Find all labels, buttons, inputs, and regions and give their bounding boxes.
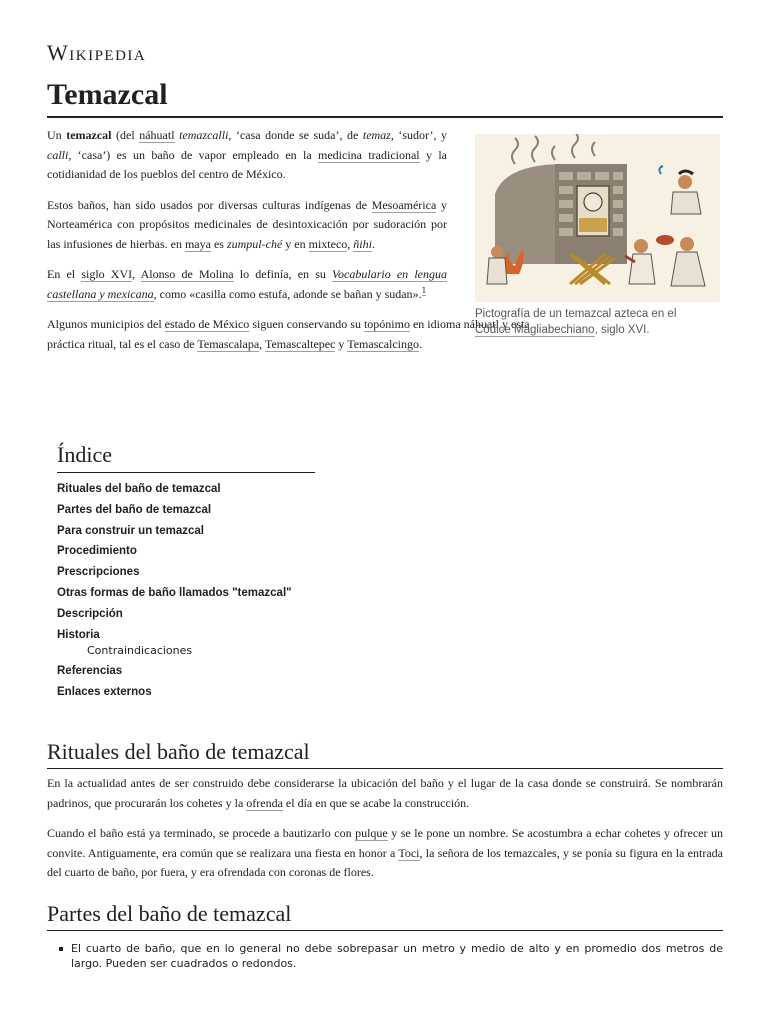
toc-item[interactable]: Rituales del baño de temazcal <box>57 483 221 495</box>
text: Un <box>47 128 67 142</box>
intro-section <box>47 126 530 365</box>
section-heading-rituales: Rituales del baño de temazcal <box>47 738 723 769</box>
wikipedia-wordmark[interactable]: Wikipedia <box>47 40 147 65</box>
toc-item[interactable]: Prescripciones <box>57 566 140 579</box>
italic-term: calli <box>47 147 69 162</box>
text: En el <box>47 267 82 281</box>
link-alonso-de-molina[interactable]: Alonso de Molina <box>140 267 234 281</box>
toc-item[interactable]: Procedimiento <box>57 545 137 558</box>
link-vocabulario[interactable]: Vocabulario en lengua castellana y mexicana <box>47 267 447 301</box>
caption-text: Pictografía de un temazcal azteca en el <box>475 308 677 320</box>
list-item: El cuarto de baño, que en lo general no debe sobrepasar un metro y medio de alto y en promedio dos metros de largo. Pueden ser cuadrados o redondos. <box>47 941 723 971</box>
link-ofrenda[interactable]: ofrenda <box>246 795 283 810</box>
section-rituales-body <box>47 774 723 894</box>
link-estado-de-mexico[interactable]: estado de México <box>164 317 250 331</box>
text: siguen conservando su <box>249 317 364 331</box>
temazcal-pictograph-image[interactable] <box>475 134 720 302</box>
paragraph <box>47 824 723 883</box>
table-of-contents <box>57 440 315 703</box>
text: , ‘casa’) es un baño de vapor empleado en la <box>68 147 318 162</box>
italic-term: temazcalli <box>179 128 229 142</box>
text: Estos baños, han sido usados por diversas culturas indígenas de <box>47 197 372 212</box>
link-temascalapa[interactable]: Temascalapa <box>197 336 260 351</box>
toc-item[interactable]: Descripción <box>57 607 123 620</box>
text: en idioma náhuatl y esta práctica ritual, tal es el caso de <box>47 317 530 351</box>
text: (del <box>111 128 140 142</box>
toc-item[interactable]: Enlaces externos <box>57 686 152 699</box>
link-mesoamerica[interactable]: Mesoamérica <box>371 197 437 212</box>
toc-item[interactable]: Historia <box>57 628 100 641</box>
text: y en <box>282 236 309 251</box>
section-heading-partes: Partes del baño de temazcal <box>47 900 723 931</box>
link-toponimo[interactable]: topónimo <box>363 317 410 331</box>
toc-subitem[interactable]: Contraindicaciones <box>87 644 193 658</box>
text: lo definía, en su <box>233 267 333 281</box>
link-codice-magliabechiano[interactable]: Códice Magliabechiano <box>475 324 595 336</box>
toc-item[interactable]: Para construir un temazcal <box>57 524 204 537</box>
text: , <box>259 336 265 351</box>
text: Cuando el baño está ya terminado, se procede a bautizarlo con <box>47 826 356 840</box>
text: , ‘casa donde se suda’, de <box>228 128 363 142</box>
bold-term: temazcal <box>66 128 112 142</box>
text: , como «casilla como estufa, adonde se bañan y sudan». <box>153 286 422 301</box>
toc-item[interactable]: Referencias <box>57 665 123 678</box>
text: Algunos municipios del <box>47 317 165 331</box>
page-title: Temazcal <box>47 76 723 118</box>
link-toci[interactable]: Toci <box>398 845 420 860</box>
link-temascaltepec[interactable]: Temascaltepec <box>264 336 336 351</box>
text: En la actualidad antes de ser construido debe considerarse la ubicación del baño y el lugar de la casa donde se construirá. Se nombrarán padrinos, que procurarán los cohetes y la <box>47 776 723 810</box>
text: y la cotidianidad de los pueblos del centro de México. <box>47 147 447 181</box>
toc-item[interactable]: Otras formas de baño llamados "temazcal" <box>57 586 292 599</box>
text: . <box>371 236 375 251</box>
link-pulque[interactable]: pulque <box>355 826 388 840</box>
intro-paragraph-3 <box>47 265 447 304</box>
text: y Norteamérica con propósitos medicinales de desintoxicación por sudoración por las infusiones de hierbas. en <box>47 197 447 251</box>
text: , <box>347 236 354 251</box>
link-siglo-xvi[interactable]: siglo XVI <box>81 267 133 281</box>
text: , <box>132 267 141 281</box>
text: ‘sudor’, y <box>393 128 448 142</box>
link-maya[interactable]: maya <box>184 236 211 251</box>
caption-text: , siglo XVI. <box>594 324 650 336</box>
text: el día en que se acabe la construcción. <box>282 795 470 810</box>
section-partes-list <box>47 941 723 971</box>
paragraph <box>47 774 723 813</box>
link-medicina-tradicional[interactable]: medicina tradicional <box>318 147 420 162</box>
figure-caption <box>475 306 715 338</box>
toc-list <box>57 479 315 703</box>
link-temascalcingo[interactable]: Temascalcingo <box>347 336 420 351</box>
reference-link[interactable]: 1 <box>421 284 427 295</box>
text: es <box>210 236 227 251</box>
link-nihi[interactable]: ñihi <box>353 236 372 251</box>
italic-term: temaz, <box>362 128 394 142</box>
toc-title: Índice <box>57 440 315 473</box>
article-figure <box>475 134 720 338</box>
link-nahuatl[interactable]: náhuatl <box>139 128 175 142</box>
italic-term: zumpul-ché <box>226 236 283 251</box>
intro-paragraph-2 <box>47 196 447 255</box>
text: . <box>419 336 423 351</box>
toc-item[interactable]: Partes del baño de temazcal <box>57 503 212 516</box>
text: y se le pone un nombre. Se acostumbra a echar cohetes y ofrecer un convite. Antiguamente, era común que se realizara una fiesta en honor a <box>47 826 723 860</box>
link-mixteco[interactable]: mixteco <box>308 236 348 251</box>
text: y <box>335 336 348 351</box>
text: , la señora de los temazcales, y se ponía su figura en la entrada del cuarto de baño, por fuera, y era ofrendada con coronas de flores. <box>47 845 723 879</box>
intro-paragraph-1 <box>47 126 447 185</box>
